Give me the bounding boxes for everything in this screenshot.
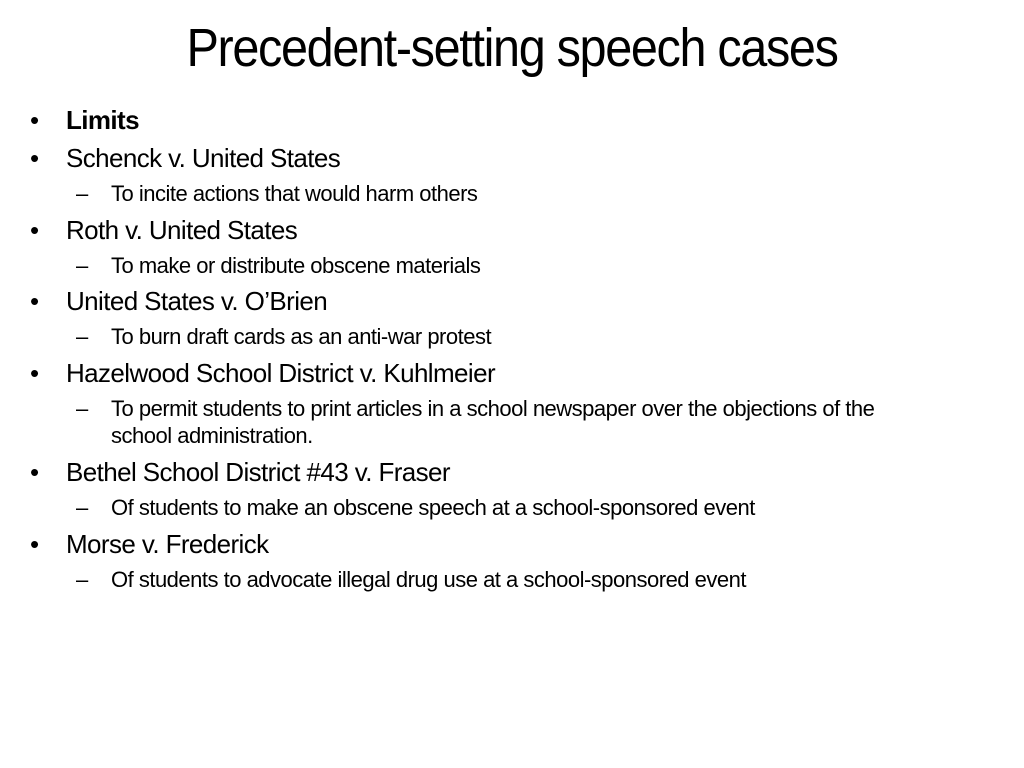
case-description: Of students to advocate illegal drug use at a school-sponsored event [111,567,746,592]
bullet-icon: • [30,143,40,173]
case-description-line: school administration. [111,423,313,448]
dash-icon: – [76,567,89,592]
bullet-icon: • [30,358,40,388]
case-name: Morse v. Frederick [66,529,269,559]
case-name: Roth v. United States [66,215,298,245]
bullet-icon: • [30,215,40,245]
case-name: United States v. O’Brien [66,286,328,316]
case-description: Of students to make an obscene speech at a school-sponsored event [111,495,755,520]
case-name: Hazelwood School District v. Kuhlmeier [66,358,496,388]
bullet-icon: • [30,529,40,559]
case-description-line: To permit students to print articles in a school newspaper over the objections of the [111,396,875,421]
case-description: To make or distribute obscene materials [111,253,481,278]
bullet-icon: • [30,105,40,135]
case-name: Bethel School District #43 v. Fraser [66,457,450,487]
bullet-icon: • [30,457,40,487]
case-description: To burn draft cards as an anti-war protest [111,324,492,349]
bullet-icon: • [30,286,40,316]
dash-icon: – [76,253,89,278]
dash-icon: – [76,181,89,206]
case-description: To incite actions that would harm others [111,181,478,206]
list-item-heading: Limits [66,105,139,135]
slide-title: Precedent-setting speech cases [186,18,838,78]
dash-icon: – [76,396,89,421]
case-name: Schenck v. United States [66,143,341,173]
dash-icon: – [76,495,89,520]
dash-icon: – [76,324,89,349]
